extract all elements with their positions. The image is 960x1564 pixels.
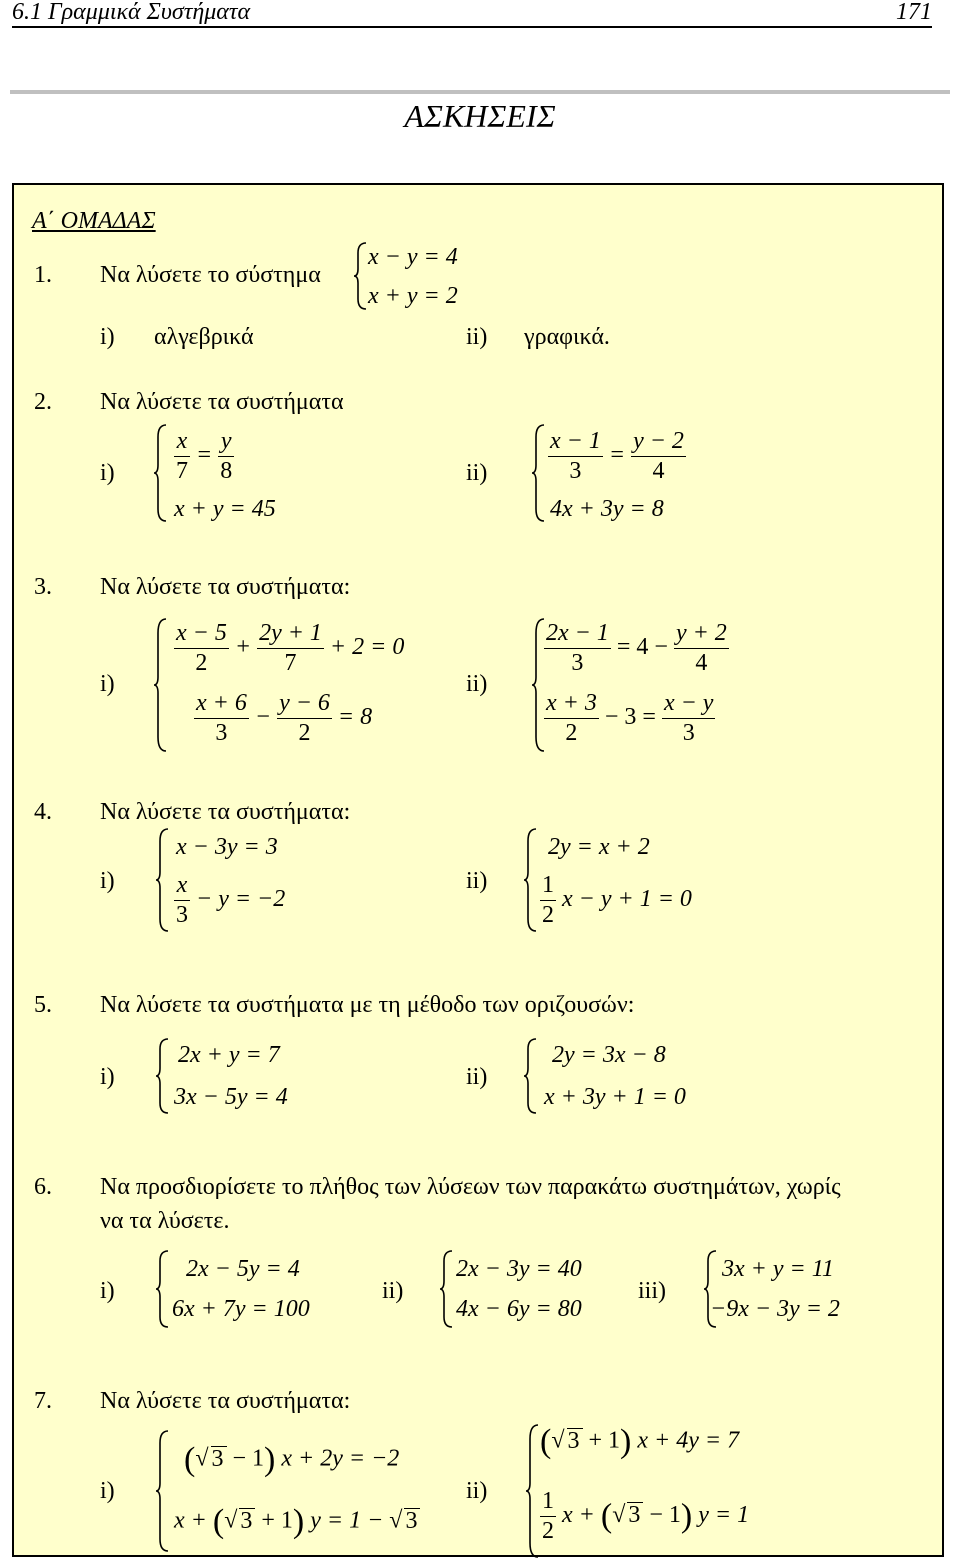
ex3-prompt: Να λύσετε τα συστήματα: (100, 574, 351, 600)
ex3-i-b-num: 2y + 1 (257, 621, 324, 649)
ex2-i-f2-num: y (218, 429, 234, 457)
ex3-number: 3. (34, 574, 52, 600)
page-number: 171 (896, 0, 932, 25)
ex3-ii-d-num: x − y (662, 691, 716, 719)
ex1-text-ii: γραφικά. (524, 324, 610, 350)
ex1-text-i: αλγεβρικά (154, 324, 254, 350)
ex3-ii-mid: = 4 − (616, 634, 668, 661)
ex5-i-eq1: 2x + y = 7 (178, 1042, 280, 1068)
ex2-label-i: i) (100, 460, 115, 486)
ex2-ii-eq: = (608, 442, 626, 469)
ex3-i-brace (154, 617, 168, 753)
ex7-ii-b1: 3 (627, 1502, 643, 1527)
ex2-i-f1-num: x (174, 429, 190, 457)
ex5-ii-eq2: x + 3y + 1 = 0 (544, 1084, 686, 1110)
ex7-i-b3: y = 1 − (310, 1507, 384, 1534)
ex3-ii-a-num: 2x − 1 (544, 621, 611, 649)
ex3-i-b-den: 7 (284, 650, 297, 677)
ex7-prompt: Να λύσετε τα συστήματα: (100, 1388, 351, 1414)
ex2-i-eq2: x + y = 45 (174, 496, 276, 522)
ex7-i-b2: + 1 (255, 1507, 293, 1534)
ex3-ii-b-num: y + 2 (674, 621, 729, 649)
ex6-prompt-line1: Να προσδιορίσετε το πλήθος των λύσεων των παρακάτω συστημάτων, χωρίς (100, 1174, 841, 1200)
ex2-i-eq: = (196, 442, 213, 469)
ex7-i-a3: x + 2y = −2 (281, 1445, 400, 1472)
ex2-ii-f1-num: x − 1 (548, 429, 603, 457)
ex4-ii-f-den: 2 (542, 902, 554, 929)
ex4-ii-row2 (540, 873, 692, 928)
ex7-i-eq2: x + (√ 3 + 1) y = 1 − √ 3 (174, 1505, 420, 1539)
ex1-brace (354, 241, 368, 311)
page-header (12, 0, 932, 28)
ex2-ii-f2-num: y − 2 (631, 429, 686, 457)
ex4-label-i: i) (100, 868, 115, 894)
ex5-label-ii: ii) (466, 1064, 488, 1090)
ex4-number: 4. (34, 799, 52, 825)
ex3-i-row1 (174, 621, 404, 676)
section-title: 6.1 Γραμμικά Συστήματα (12, 0, 251, 25)
ex4-i-brace (156, 827, 170, 933)
ex6-i-brace (156, 1249, 170, 1329)
ex4-ii-eq1: 2y = x + 2 (548, 834, 650, 860)
ex7-i-a1: 3 (211, 1446, 227, 1471)
ex7-i-b0: x + (174, 1507, 207, 1534)
ex7-ii-brace (526, 1423, 540, 1559)
ex6-ii-eq1: 2x − 3y = 40 (456, 1256, 582, 1282)
ex6-prompt-line2: να τα λύσετε. (100, 1208, 230, 1234)
ex3-ii-a-den: 3 (571, 650, 584, 677)
ex6-i-eq1: 2x − 5y = 4 (186, 1256, 300, 1282)
ex3-ii-row1 (544, 621, 729, 676)
ex7-i-a2: − 1 (226, 1445, 265, 1472)
ex7-i-brace (156, 1429, 170, 1553)
ex3-i-rest2: = 8 (337, 704, 373, 731)
ex2-ii-eq2: 4x + 3y = 8 (550, 496, 664, 522)
ex3-label-ii: ii) (466, 671, 488, 697)
ex6-number: 6. (34, 1174, 52, 1200)
ex3-ii-b-den: 4 (695, 650, 708, 677)
ex3-i-c-num: x + 6 (194, 691, 249, 719)
ex3-i-row2 (194, 691, 372, 746)
ex2-ii-brace (532, 423, 546, 523)
ex6-label-i: i) (100, 1278, 115, 1304)
ex4-i-eq1: x − 3y = 3 (176, 834, 278, 860)
ex6-i-eq2: 6x + 7y = 100 (172, 1296, 310, 1322)
ex7-i-b4: 3 (404, 1508, 420, 1533)
ex6-ii-brace (440, 1249, 454, 1329)
ex4-i-f-den: 3 (176, 902, 188, 929)
ex5-number: 5. (34, 992, 52, 1018)
ex4-prompt: Να λύσετε τα συστήματα: (100, 799, 351, 825)
ex5-prompt: Να λύσετε τα συστήματα με τη μέθοδο των οριζουσών: (100, 992, 635, 1018)
ex5-i-eq2: 3x − 5y = 4 (174, 1084, 288, 1110)
ex2-ii-f1-den: 3 (569, 458, 582, 485)
ex1-prompt: Να λύσετε το σύστημα (100, 262, 321, 288)
ex3-label-i: i) (100, 671, 115, 697)
ex3-i-a-num: x − 5 (174, 621, 229, 649)
page-title: ΑΣΚΗΣΕΙΣ (404, 98, 556, 134)
ex1-part-i: i) (100, 324, 115, 350)
ex4-i-f-num: x (174, 873, 190, 901)
ex6-label-ii: ii) (382, 1278, 404, 1304)
ex2-i-row1 (174, 429, 234, 484)
ex6-iii-eq2: −9x − 3y = 2 (710, 1296, 840, 1322)
ex7-label-i: i) (100, 1478, 115, 1504)
ex2-number: 2. (34, 389, 52, 415)
exercise-box (12, 183, 944, 1557)
ex7-ii-a3: x + 4y = 7 (637, 1427, 740, 1454)
ex3-i-a-den: 2 (195, 650, 208, 677)
ex7-ii-b3: y = 1 (698, 1502, 750, 1529)
ex2-i-f2-den: 8 (220, 458, 233, 485)
ex3-ii-c-num: x + 3 (544, 691, 599, 719)
group-title: Α΄ ΟΜΑΔΑΣ (32, 208, 156, 234)
ex4-ii-rest: x − y + 1 = 0 (562, 886, 692, 913)
ex7-i-eq1: (√ 3 − 1) x + 2y = −2 (184, 1441, 400, 1478)
ex5-label-i: i) (100, 1064, 115, 1090)
ex3-i-d-den: 2 (298, 720, 311, 747)
ex7-ii-eq2: $\frac{1}{2}$ x + (√ 3 − 1) y = 1 (542, 1488, 750, 1545)
ex4-ii-brace (524, 827, 538, 933)
ex7-ii-b-num: 1 (540, 1489, 556, 1517)
ex4-i-rest: − y = −2 (196, 886, 286, 913)
ex3-ii-row2 (544, 691, 715, 746)
ex7-i-b1: 3 (239, 1508, 255, 1533)
ex7-ii-b0: x + (562, 1502, 595, 1529)
ex1-number: 1. (34, 262, 52, 288)
ex7-ii-a1: 3 (567, 1428, 583, 1453)
ex7-number: 7. (34, 1388, 52, 1414)
ex4-i-row2 (174, 873, 285, 928)
ex7-ii-b2: − 1 (643, 1502, 681, 1529)
ex2-i-f1-den: 7 (176, 458, 188, 485)
ex3-ii-d-den: 3 (682, 720, 695, 747)
ex3-i-minus: − (254, 704, 272, 731)
ex3-ii-c-den: 2 (565, 720, 578, 747)
ex1-eq1: x − y = 4 (368, 244, 458, 270)
title-band (10, 90, 950, 94)
ex3-i-c-den: 3 (215, 720, 228, 747)
ex7-ii-a2: + 1 (582, 1427, 621, 1454)
ex2-i-brace (154, 423, 168, 523)
ex6-ii-eq2: 4x − 6y = 80 (456, 1296, 582, 1322)
ex6-iii-eq1: 3x + y = 11 (722, 1256, 834, 1282)
ex1-eq2: x + y = 2 (368, 283, 458, 309)
ex3-i-rest: + 2 = 0 (329, 634, 405, 661)
ex7-label-ii: ii) (466, 1478, 488, 1504)
ex2-prompt: Να λύσετε τα συστήματα (100, 389, 344, 415)
ex3-i-plus: + (234, 634, 252, 661)
ex4-ii-f-num: 1 (540, 873, 556, 901)
ex7-ii-b-den: 2 (542, 1518, 554, 1545)
ex1-part-ii: ii) (466, 324, 488, 350)
ex4-label-ii: ii) (466, 868, 488, 894)
ex2-ii-f2-den: 4 (652, 458, 665, 485)
ex3-i-d-num: y − 6 (277, 691, 332, 719)
ex2-ii-row1 (548, 429, 686, 484)
ex3-ii-mid2: − 3 = (604, 704, 656, 731)
ex7-ii-eq1: (√ 3 + 1) x + 4y = 7 (540, 1423, 740, 1460)
ex5-ii-eq1: 2y = 3x − 8 (552, 1042, 666, 1068)
ex6-label-iii: iii) (638, 1278, 666, 1304)
ex5-ii-brace (524, 1037, 538, 1115)
ex2-label-ii: ii) (466, 460, 488, 486)
ex5-i-brace (156, 1037, 170, 1115)
header-rule (12, 26, 932, 28)
